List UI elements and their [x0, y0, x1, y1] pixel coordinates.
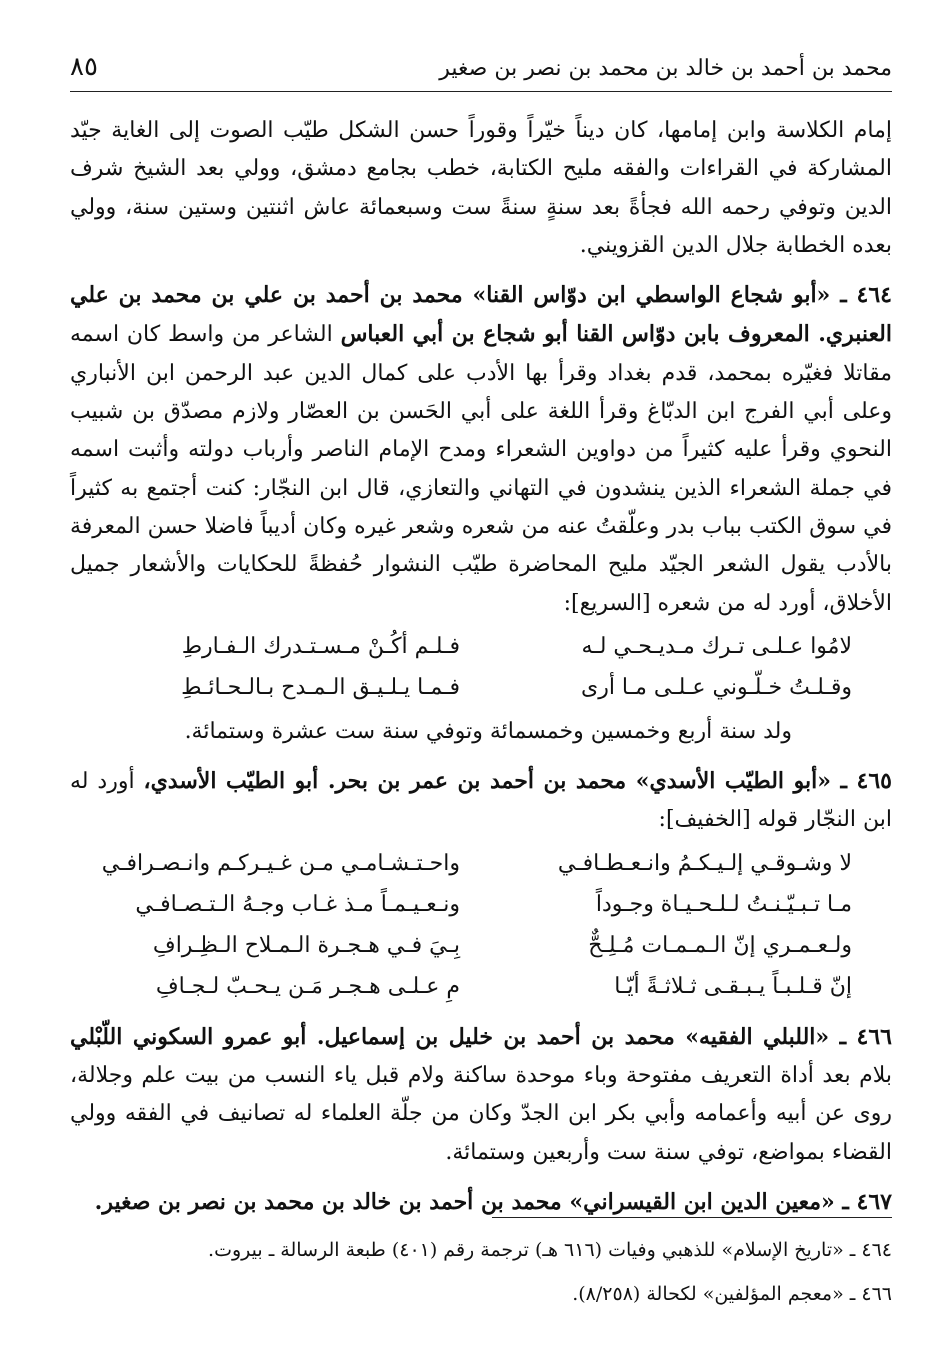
footnote-divider [492, 1217, 892, 1218]
footnotes [70, 1228, 892, 1316]
entry-465 [70, 762, 892, 840]
intro-paragraph: إمام الكلاسة وابن إمامها، كان ديناً خيّراً وقوراً حسن الشكل طيّب الصوت إلى الغاية جيّد المشاركة في القراءات والفقه مليح الكتابة، خطب بجامع دمشق، وولي بعد الشيخ شرف الدين وتوفي رحمه الله فجأةً بعد سنةٍ سنةً ست وسبعمائة عاش اثنتين وستين سنة، وولي بعده الخطابة جلال الدين القزويني. [70, 118, 892, 258]
page-header [70, 52, 892, 86]
page-number: ٨٥ [70, 52, 98, 82]
verse-first-hemistich: لامُوا عـلـى تـرك مـديـحـي لـه [581, 633, 852, 659]
header-divider [70, 91, 892, 92]
verse-line [70, 667, 892, 708]
entry-465-text: أورد له ابن النجّار قوله [الخفيف]: [70, 769, 892, 833]
verse-line [70, 966, 892, 1007]
verse-second-hemistich: ونـعـيـمـاً مـذ غـاب وجـهُ الـتـصـافـي [135, 891, 460, 917]
verse-first-hemistich: مـا تـبـيّـنـتُ لـلـحـيـاة وجـوداً [595, 891, 852, 917]
footnote-466: ٤٦٦ ـ «معجم المؤلفين» لكحالة (٨/٢٥٨). [572, 1283, 892, 1305]
running-title: محمد بن أحمد بن خالد بن محمد بن نصر بن صغير [439, 56, 892, 81]
verse-second-hemistich: مِ عـلـى هـجـر مَـن يـحـبّ لـجـافِ [155, 973, 460, 999]
poem-464 [70, 626, 892, 708]
entry-464 [70, 276, 892, 623]
entry-466-heading: ٤٦٦ ـ «اللبلي الفقيه» محمد بن أحمد بن خليل بن إسماعيل. أبو عمرو السكوني اللّبْلي [70, 1023, 892, 1050]
verse-line [70, 843, 892, 884]
entry-464-death-note: ولد سنة أربع وخمسين وخمسمائة وتوفي سنة ست عشرة وستمائة. [184, 718, 792, 744]
verse-line [70, 884, 892, 925]
verse-second-hemistich: فـلـم أكُـنْ مـسـتـدرك الـفـارطِ [181, 633, 460, 659]
entry-464-text: الشاعر من واسط كان اسمه مقاتلا فغيّره بمحمد، قدم بغداد وقرأ بها الأدب على كمال الدين عبد الرحمن ابن الأنباري وعلى أبي الفرج ابن الدبّاغ وقرأ اللغة على أبي الحَسن بن العصّار ولازم مصدّق بن شبيب النحوي وقرأ عليه كثيراً من دواوين الشعراء ومدح الإمام الناصر وأرباب دولته وأثبت اسمه في جملة الشعراء الذين ينشدون في التهاني والتعازي، قال ابن النجّار: كنت أجتمع به كثيراً في سوق الكتب بباب بدر وعلّقتُ عنه من شعره وشعر غيره وكان أديباً فاضلا حسن المعرفة بالأدب يقول الشعر الجيّد مليح المحاضرة طيّب النشوار حُفظةً للحكايات والأشعار جميل الأخلاق، أورد له من شعره [السريع]: [70, 322, 892, 616]
footnote-464: ٤٦٤ ـ «تاريخ الإسلام» للذهبي وفيات (٦١٦ هـ) ترجمة رقم (٤٠١) طبعة الرسالة ـ بيروت. [208, 1239, 892, 1261]
verse-first-hemistich: إنّ قـلـبـاً يـبـقـى ثـلاثـةً أيّـا [614, 973, 852, 999]
verse-first-hemistich: وقـلـتُ خـلّـوني عـلـى مـا أرى [580, 674, 852, 700]
entry-465-heading: ٤٦٥ ـ «أبو الطيّب الأسدي» محمد بن أحمد بن عمر بن بحر. أبو الطيّب الأسدي، [143, 768, 892, 795]
entry-466-text: بلام بعد أداة التعريف مفتوحة وباء موحدة ساكنة ولام قبل ياء النسب من بيت علم وجلالة، روى عن أبيه وأعمامه وأبي بكر ابن الجدّ وكان من جلّة العلماء له تصانيف في الفقه وولي القضاء بمواضع، توفي سنة ست وأربعين وستمائة. [70, 1063, 892, 1165]
main-text [70, 112, 892, 1222]
verse-second-hemistich: بِـيَ فـي هـجـرة الـمـلاح الـظِـرافِ [152, 932, 460, 958]
verse-second-hemistich: فـمـا يـلـيـق الـمـدح بـالـحـائـطِ [181, 674, 460, 700]
book-page [70, 0, 892, 1372]
entry-464-heading: ٤٦٤ ـ «أبو شجاع الواسطي ابن دوّاس القنا» محمد بن أحمد بن علي بن محمد بن علي العنبري. المعروف بابن دوّاس القنا أبو شجاع بن أبي العباس [70, 282, 892, 348]
verse-line [70, 626, 892, 667]
verse-first-hemistich: ولـعـمـري إنّ الـمـمـات مُـلِـحٌّ [588, 932, 852, 958]
entry-467-heading: ٤٦٧ ـ «معين الدين ابن القيسراني» محمد بن أحمد بن خالد بن محمد بن نصر بن صغير. [94, 1188, 892, 1215]
poem-465 [70, 843, 892, 1007]
entry-466 [70, 1018, 892, 1172]
verse-line [70, 925, 892, 966]
verse-first-hemistich: لا وشـوقـي إلـيـكـمُ وانـعـطـافـي [557, 850, 852, 876]
verse-second-hemistich: واحـتـشـامـي مـن غـيـركـم وانـصـرافـي [101, 850, 460, 876]
